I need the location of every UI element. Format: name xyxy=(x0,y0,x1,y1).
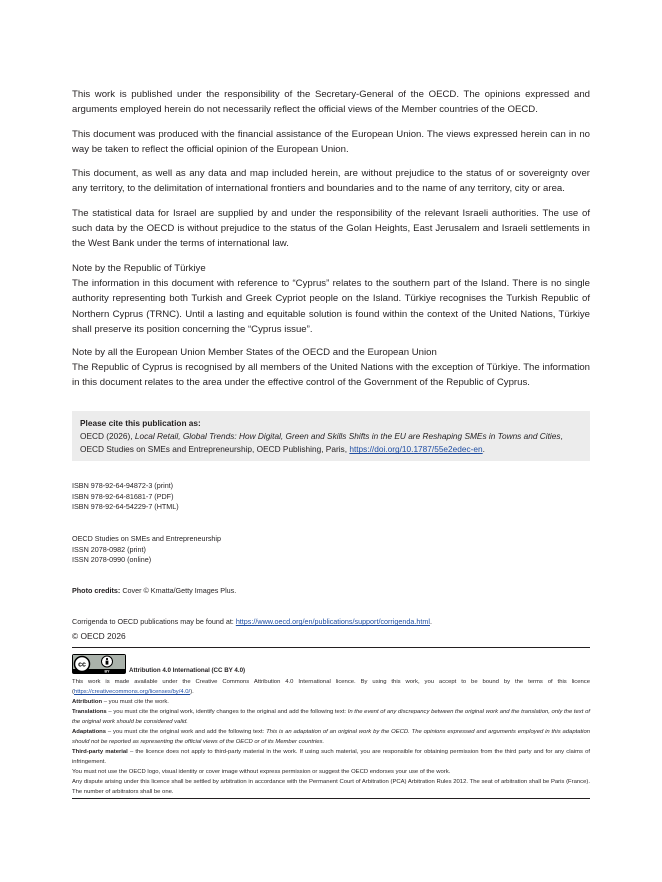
person-body xyxy=(106,661,109,665)
license-link[interactable]: https://creativecommons.org/licenses/by/4.0/ xyxy=(73,689,191,695)
citation-text: OECD (2026), Local Retail, Global Trends: How Digital, Green and Skills Shifts in the EU are Reshaping SMEs in Towns and Cities, OECD Studies on SMEs and Entrepreneurship, OECD Publishing, Paris, https://doi.org/10.1787/55e2edec-en. xyxy=(80,431,563,455)
issn-print: ISSN 2078-0982 (print) xyxy=(72,544,146,554)
corrigenda-note: Corrigenda to OECD publications may be found at: https://www.oecd.org/en/publications/support/corrigenda.html. xyxy=(72,617,432,626)
disclaimer-paragraph-eu xyxy=(72,127,590,157)
cc-icon-label: cc xyxy=(78,661,86,669)
by-icon-label: BY xyxy=(104,669,110,674)
copyright-notice: © OECD 2026 xyxy=(72,631,126,641)
note-title: Note by the Republic of Türkiye xyxy=(72,263,206,274)
license-intro: This work is made available under the Creative Commons Attribution 4.0 International licence. By using this work, you accept to be bound by the terms of this licence (https://creativecommons.org/licenses/by/4.0/). xyxy=(72,679,590,695)
license-third-party: Third-party material – the licence does not apply to third-party material in the work. If using such material, you are responsible for obtaining permission from the third party and for any claims of infringement. xyxy=(72,749,590,765)
citation-doi-link[interactable]: https://doi.org/10.1787/55e2edec-en xyxy=(349,444,483,455)
divider-bottom xyxy=(72,798,590,799)
issn-online: ISSN 2078-0990 (online) xyxy=(72,555,152,564)
photo-credits-text: Cover © Kmatta/Getty Images Plus. xyxy=(122,586,237,595)
isbn-list xyxy=(72,481,179,513)
citation-title: Local Retail, Global Trends: How Digital, Green and Skills Shifts in the EU are Reshaping SMEs in Towns and Cities xyxy=(134,431,561,442)
license-title: Attribution 4.0 International (CC BY 4.0) xyxy=(129,667,246,674)
citation-box xyxy=(72,411,590,461)
note-turkiye xyxy=(72,261,590,337)
license-terms xyxy=(72,677,590,797)
license-logo-notice: You must not use the OECD logo, visual identity or cover image without express permission or suggest the OECD endorses your use of the work. xyxy=(72,769,451,775)
isbn-pdf: ISBN 978-92-64-81681-7 (PDF) xyxy=(72,491,174,501)
paragraph-text: This document, as well as any data and map included herein, are without prejudice to the status of or sovereignty over any territory, to the delimitation of international frontiers and boundaries and to the name of any territory, city or area. xyxy=(72,168,590,195)
disclaimer-paragraph-territory xyxy=(72,166,590,196)
isbn-print: ISBN 978-92-64-94872-3 (print) xyxy=(72,481,174,490)
note-text: The information in this document with reference to “Cyprus” relates to the southern part of the Island. There is no single authority representing both Turkish and Greek Cypriot people on the Island. Türkiye recognises the Turkish Republic of Northern Cyprus (TRNC). Until a lasting and equitable solution is found within the context of the United Nations, Türkiye shall preserve its position concerning the “Cyprus issue”. xyxy=(72,278,590,335)
isbn-html: ISBN 978-92-64-54229-7 (HTML) xyxy=(72,502,179,511)
license-attribution: Attribution – you must cite the work. xyxy=(72,699,169,705)
paragraph-text: This document was produced with the financial assistance of the European Union. The views expressed herein can in no way be taken to reflect the official opinion of the European Union. xyxy=(72,129,590,156)
corrigenda-link[interactable]: https://www.oecd.org/en/publications/support/corrigenda.html xyxy=(235,617,430,626)
series-name: OECD Studies on SMEs and Entrepreneurship xyxy=(72,534,222,543)
person-head xyxy=(106,658,108,660)
photo-credits-label: Photo credits: xyxy=(72,586,121,595)
note-text: The Republic of Cyprus is recognised by all members of the United Nations with the exception of Türkiye. The information in this document relates to the area under the effective control of the Government of the Republic of Cyprus. xyxy=(72,362,590,389)
series-info xyxy=(72,534,221,566)
disclaimer-paragraph-israel xyxy=(72,206,590,252)
citation-heading: Please cite this publication as: xyxy=(80,418,201,428)
disclaimer-paragraph-oecd xyxy=(72,87,590,117)
license-arbitration: Any dispute arising under this licence shall be settled by arbitration in accordance with the Permanent Court of Arbitration (PCA) Arbitration Rules 2012. The seat of arbitration shall be Paris (France). The number of arbitrators shall be one. xyxy=(72,779,590,795)
note-eu-member-states xyxy=(72,345,590,391)
license-translations: Translations – you must cite the original work, identify changes to the original and add the following text: In the event of any discrepancy between the original work and the translation, only the text of the original work should be considered valid. xyxy=(72,709,590,725)
paragraph-text: This work is published under the responsibility of the Secretary-General of the OECD. The opinions expressed and arguments employed herein do not necessarily reflect the official views of the Member countries of the OECD. xyxy=(72,89,590,116)
license-adaptations: Adaptations – you must cite the original work and add the following text: This is an adaptation of an original work by the OECD. The opinions expressed and arguments employed in this adaptation should not be reported as representing the official views of the OECD or of its Member countries. xyxy=(72,729,591,745)
divider-top xyxy=(72,647,590,648)
cc-by-license-badge xyxy=(72,654,126,674)
paragraph-text: The statistical data for Israel are supplied by and under the responsibility of the relevant Israeli authorities. The use of such data by the OECD is without prejudice to the status of the Golan Heights, East Jerusalem and Israeli settlements in the West Bank under the terms of international law. xyxy=(72,208,590,250)
photo-credits xyxy=(72,586,236,597)
note-title: Note by all the European Union Member States of the OECD and the European Union xyxy=(72,347,437,358)
